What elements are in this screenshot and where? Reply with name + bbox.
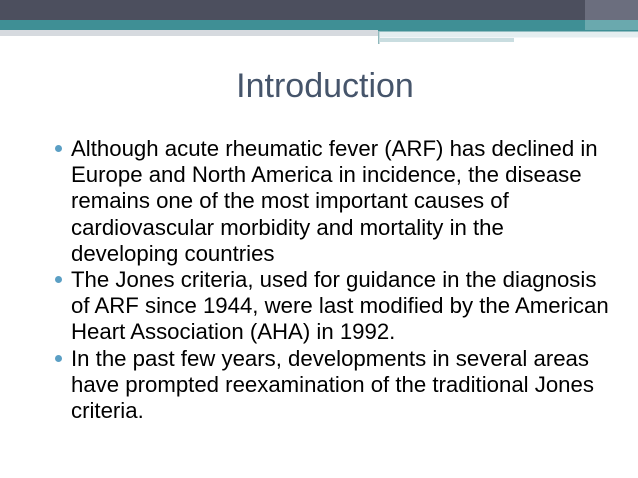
bullet-item [55, 346, 615, 425]
teal-band-right-light [585, 20, 638, 30]
bullet-dot-icon [55, 145, 62, 152]
accent-hatch [380, 38, 514, 42]
accent-underline [378, 30, 638, 32]
accent-box-fill [380, 32, 638, 38]
bullet-dot-icon [55, 355, 62, 362]
bullet-item [55, 136, 615, 267]
bullet-item [55, 267, 615, 346]
top-right-light-band [585, 0, 638, 20]
bullet-dot-icon [55, 276, 62, 283]
bullet-text: In the past few years, developments in several areas have prompted reexamination of the traditional Jones criteria. [71, 345, 594, 424]
bullet-list [55, 136, 615, 424]
bullet-text: Although acute rheumatic fever (ARF) has declined in Europe and North America in incidence, the disease remains one of the most important causes of cardiovascular morbidity and mortality in the developing countries [71, 136, 598, 266]
bullet-text: The Jones criteria, used for guidance in the diagnosis of ARF since 1944, were last modified by the American Heart Association (AHA) in 1992. [71, 267, 609, 345]
gray-strip [0, 30, 378, 36]
slide-title: Introduction [236, 67, 414, 105]
top-dark-band [0, 0, 638, 20]
teal-band [0, 20, 638, 30]
accent-box-left [378, 31, 380, 44]
header-decoration [0, 0, 638, 48]
